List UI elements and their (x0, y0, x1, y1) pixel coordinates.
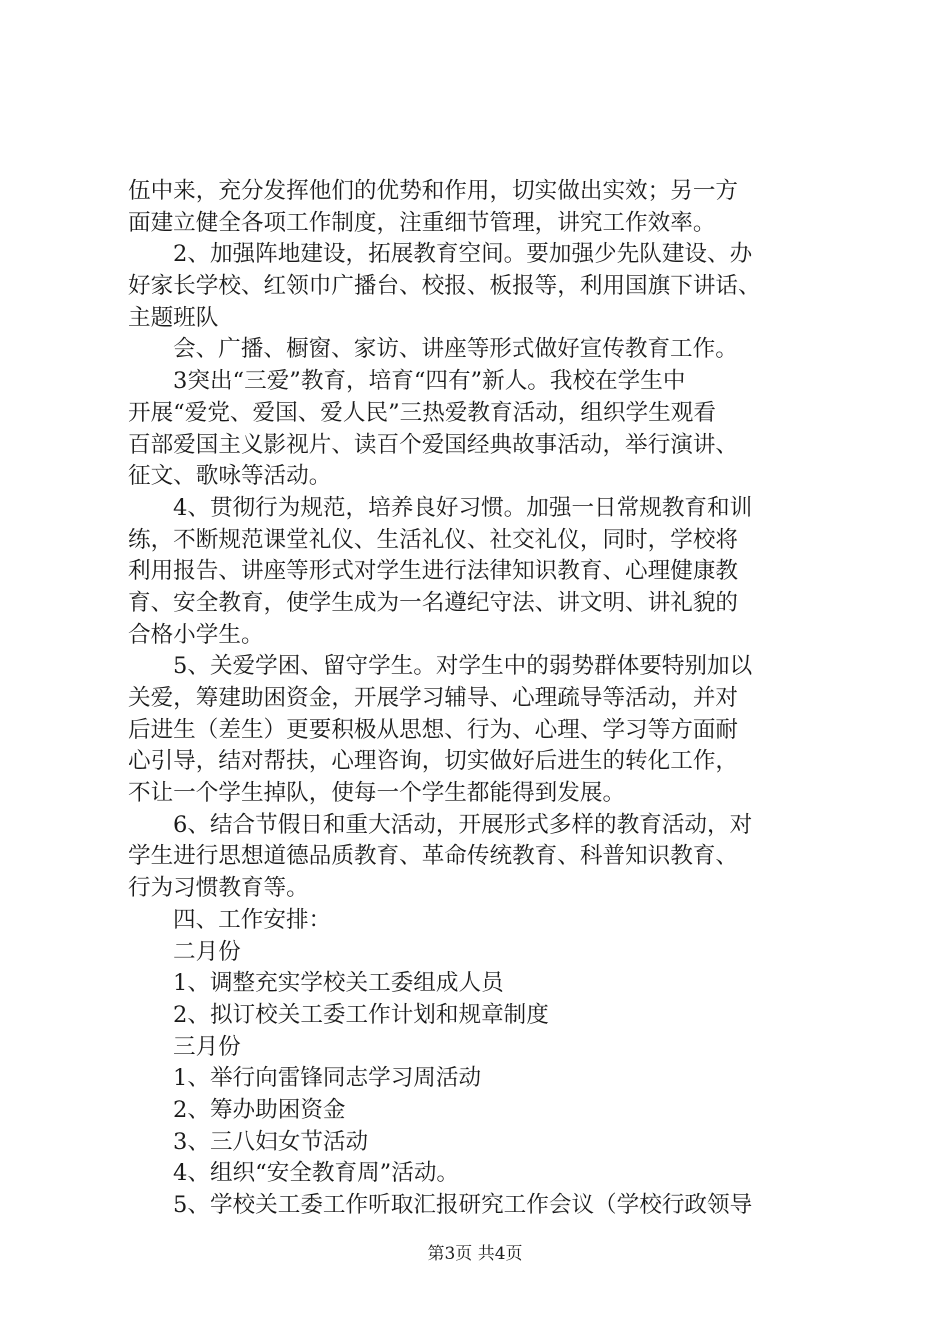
text-line: 征文、歌咏等活动。 (128, 463, 332, 490)
text-line: 3突出“三爱”教育，培育“四有”新人。我校在学生中 (173, 368, 686, 395)
text-line: 行为习惯教育等。 (128, 875, 309, 902)
text-line: 1、举行向雷锋同志学习周活动 (173, 1065, 482, 1092)
text-line: 不让一个学生掉队，使每一个学生都能得到发展。 (128, 780, 626, 807)
text-line: 3、三八妇女节活动 (173, 1128, 369, 1155)
text-line: 开展“爱党、爱国、爱人民”三热爱教育活动，组织学生观看 (128, 399, 716, 426)
text-line: 二月份 (173, 938, 241, 965)
text-line: 百部爱国主义影视片、读百个爱国经典故事活动，举行演讲、 (128, 431, 739, 458)
text-line: 主题班队 (128, 304, 219, 331)
text-line: 1、调整充实学校关工委组成人员 (173, 970, 504, 997)
text-line: 练，不断规范课堂礼仪、生活礼仪、社交礼仪，同时，学校将 (128, 526, 739, 553)
text-line: 面建立健全各项工作制度，注重细节管理，讲究工作效率。 (128, 209, 716, 236)
text-line: 心引导，结对帮扶，心理咨询，切实做好后进生的转化工作， (128, 748, 739, 775)
text-line: 5、学校关工委工作听取汇报研究工作会议（学校行政领导 (173, 1192, 753, 1218)
text-line: 4、组织“安全教育周”活动。 (173, 1160, 460, 1187)
text-line: 2、加强阵地建设，拓展教育空间。要加强少先队建设、办 (173, 241, 753, 268)
page-footer: 第3页 共4页 (427, 1244, 523, 1264)
text-line: 6、结合节假日和重大活动，开展形式多样的教育活动，对 (173, 811, 753, 838)
document-body (128, 176, 838, 1222)
text-line: 伍中来，充分发挥他们的优势和作用，切实做出实效；另一方 (128, 178, 739, 204)
text-line: 4、贯彻行为规范，培养良好习惯。加强一日常规教育和训 (173, 494, 753, 521)
text-line: 5、关爱学困、留守学生。对学生中的弱势群体要特别加以 (173, 653, 753, 680)
text-line: 后进生（差生）更要积极从思想、行为、心理、学习等方面耐 (128, 716, 739, 743)
text-line: 学生进行思想道德品质教育、革命传统教育、科普知识教育、 (128, 843, 739, 870)
text-line: 好家长学校、红领巾广播台、校报、板报等，利用国旗下讲话、 (128, 273, 761, 300)
text-line: 三月份 (173, 1033, 241, 1060)
text-line: 四、工作安排： (173, 906, 332, 933)
text-line: 合格小学生。 (128, 621, 264, 648)
text-line: 2、筹办助困资金 (173, 1096, 346, 1123)
text-line: 2、拟订校关工委工作计划和规章制度 (173, 1001, 549, 1028)
text-line: 育、安全教育，使学生成为一名遵纪守法、讲文明、讲礼貌的 (128, 589, 739, 616)
text-line: 关爱，筹建助困资金，开展学习辅导、心理疏导等活动，并对 (128, 685, 739, 711)
text-line: 利用报告、讲座等形式对学生进行法律知识教育、心理健康教 (128, 558, 739, 585)
text-line: 会、广播、橱窗、家访、讲座等形式做好宣传教育工作。 (173, 336, 738, 363)
